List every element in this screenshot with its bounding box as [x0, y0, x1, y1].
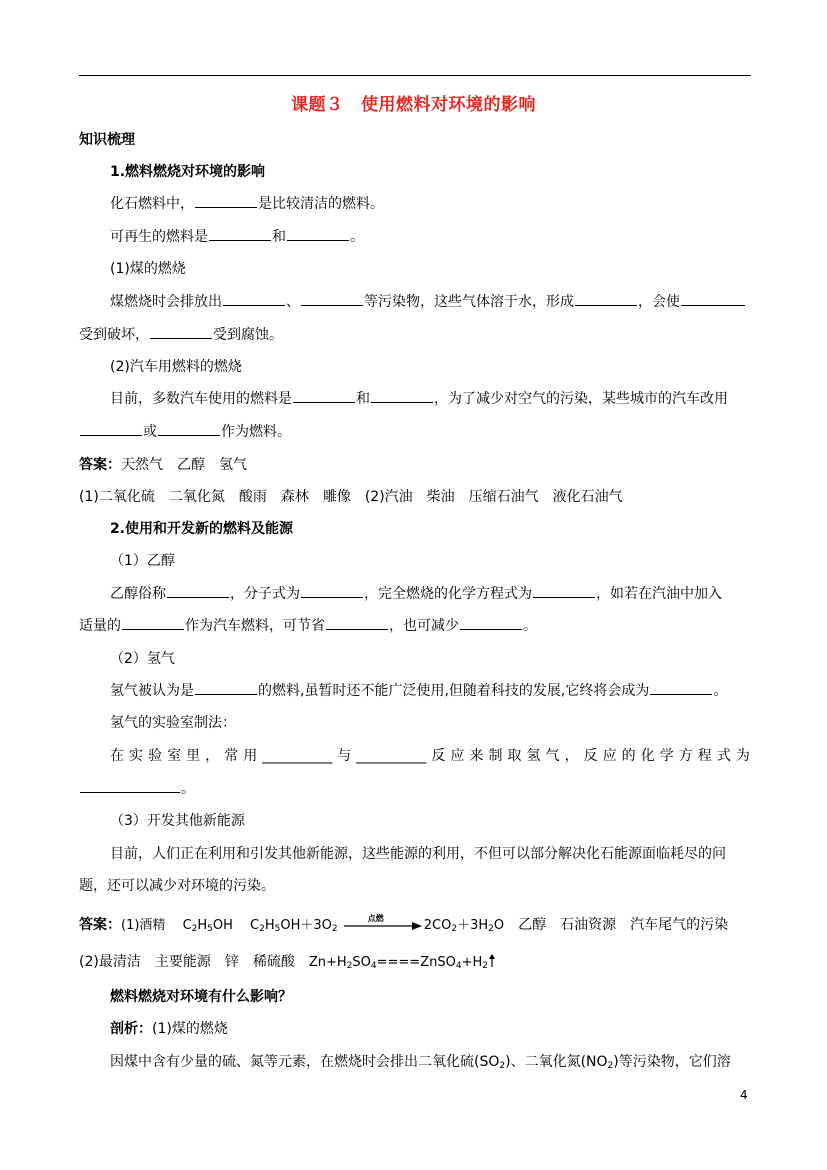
char: 应 — [602, 748, 617, 764]
text: 乙醇俗称 — [110, 586, 166, 602]
text: C — [182, 918, 192, 933]
blank — [80, 779, 180, 793]
analysis-question: 燃料燃烧对环境有什么影响？ — [110, 989, 292, 1005]
char: 室 — [167, 748, 182, 764]
text: H — [264, 918, 275, 933]
s2-sub3: （3）开发其他新能源 — [110, 813, 245, 829]
answer-label: 答案： — [79, 917, 121, 933]
text: 等污染物，这些气体溶于水，形成 — [364, 294, 574, 310]
char: 氢 — [526, 748, 541, 764]
subscript: 2 — [607, 1061, 614, 1071]
gas-up-arrow-icon — [488, 954, 496, 968]
header-rule — [79, 75, 751, 76]
blank — [167, 584, 229, 598]
s2-q8: 题，还可以减少对环境的污染。 — [79, 878, 275, 894]
text: 乙醇 石油资源 汽车尾气的污染 — [504, 917, 729, 933]
text: OH — [212, 918, 246, 933]
text: (1)煤的燃烧 — [152, 1021, 228, 1037]
analysis-text — [110, 1052, 731, 1072]
s2-q7: 目前，人们正在利用和引发其他新能源，这些能源的利用，不但可以部分解决化石能源面临耗尽的问 — [110, 846, 726, 862]
s2-sub2: （2）氢气 — [110, 651, 175, 667]
char: 学 — [659, 748, 674, 764]
char: 程 — [697, 748, 712, 764]
blank — [122, 616, 184, 630]
s1-sub1: (1)煤的燃烧 — [110, 261, 186, 277]
blank — [209, 227, 271, 241]
answer-text: 天然气 乙醇 氢气 — [121, 457, 247, 473]
text: OH＋3O — [280, 918, 332, 933]
text: 和 — [356, 391, 370, 407]
text: 化石燃料中， — [110, 196, 194, 212]
answer-label: 答案： — [79, 457, 121, 473]
text: 。 — [350, 229, 364, 245]
text: ＋3H — [457, 918, 489, 933]
char: 式 — [716, 748, 731, 764]
s1-q5 — [110, 389, 728, 409]
blank — [301, 292, 363, 306]
subscript: 5 — [207, 924, 213, 934]
text: 的燃料,虽暂时还不能广泛使用,但随着科技的发展,它终将会成为 — [258, 683, 650, 699]
text: 。 — [713, 683, 728, 699]
s2-heading: 2.使用和开发新的燃料及能源 — [110, 521, 294, 537]
char: 实 — [129, 748, 144, 764]
char: ， — [205, 748, 220, 764]
char: 在 — [110, 748, 124, 764]
text: 受到腐蚀。 — [213, 327, 283, 343]
text: ，完全燃烧的化学方程式为 — [364, 586, 532, 602]
s2-q3 — [110, 681, 727, 701]
char: 的 — [621, 748, 636, 764]
char: 气 — [545, 748, 560, 764]
text: ====ZnSO — [376, 955, 456, 970]
subscript: 2 — [451, 924, 458, 934]
formula — [183, 918, 246, 933]
s1-q1 — [110, 194, 384, 214]
text: 因煤中含有少量的硫、氮等元素，在燃烧时会排出二氧化硫(SO — [110, 1054, 500, 1070]
char: 常 — [224, 748, 239, 764]
text: 作为燃料。 — [221, 424, 291, 440]
text: )、二氧化氮(NO — [505, 1054, 608, 1070]
text: SO — [352, 955, 371, 970]
subscript: 2 — [346, 961, 353, 971]
subscript: 2 — [488, 924, 494, 934]
s2-q2 — [79, 616, 537, 636]
s2-q5 — [110, 746, 750, 766]
text: ，分子式为 — [230, 586, 300, 602]
text: (1)酒精 — [121, 918, 179, 933]
char: 应 — [450, 748, 465, 764]
subscript: 2 — [331, 924, 338, 934]
text: 。 — [523, 618, 537, 634]
blank — [158, 422, 220, 436]
subscript: 4 — [370, 961, 377, 971]
text: 可再生的燃料是 — [110, 229, 208, 245]
char: 与 — [337, 748, 352, 764]
page-number: 4 — [740, 1088, 748, 1102]
answer2-line2 — [79, 952, 496, 973]
blank — [301, 584, 363, 598]
text: Zn+H — [308, 955, 347, 970]
text: ，为了减少对空气的污染，某些城市的汽车改用 — [434, 391, 728, 407]
char: 验 — [148, 748, 163, 764]
s1-q3 — [110, 292, 746, 312]
blank — [681, 292, 745, 306]
text: ，会使 — [638, 294, 680, 310]
blank — [80, 422, 142, 436]
text: 或 — [143, 424, 157, 440]
s2-q1 — [110, 584, 722, 604]
s1-sub2: (2)汽车用燃料的燃烧 — [110, 359, 242, 375]
text: ，如若在汽油中加入 — [596, 586, 722, 602]
subscript: 2 — [259, 924, 265, 934]
blank — [326, 616, 388, 630]
blank — [460, 616, 522, 630]
s1-q6 — [79, 422, 291, 442]
char: 方 — [678, 748, 693, 764]
answer1-line1 — [79, 455, 247, 475]
analysis-label-line — [110, 1019, 228, 1039]
subscript: 2 — [482, 961, 488, 971]
answer1-line2: (1)二氧化硫 二氧化氮 酸雨 森林 雕像 (2)汽油 柴油 压缩石油气 液化石油气 — [79, 489, 623, 505]
subscript: 2 — [191, 924, 198, 934]
text: )等污染物，它们溶 — [613, 1054, 731, 1070]
char: 取 — [507, 748, 522, 764]
right-arrow-icon — [342, 919, 424, 933]
text: 2CO — [423, 918, 452, 933]
text: 氢气被认为是 — [110, 683, 194, 699]
answer2-line1 — [79, 915, 728, 936]
char: 反 — [431, 748, 446, 764]
analysis-label: 剖析： — [110, 1021, 152, 1037]
page-title: 课题３ 使用燃料对环境的影响 — [291, 95, 536, 115]
text: +H — [461, 955, 483, 970]
blank — [287, 227, 349, 241]
blank — [533, 584, 595, 598]
char: 制 — [488, 748, 503, 764]
char: ， — [564, 748, 579, 764]
blank — [195, 681, 257, 695]
reaction-arrow — [342, 913, 424, 933]
char: __________ — [356, 748, 427, 764]
blank — [293, 389, 355, 403]
char: 里 — [186, 748, 201, 764]
text: 煤燃烧时会排放出 — [110, 294, 222, 310]
subscript: 2 — [499, 1061, 506, 1071]
char: __________ — [262, 748, 333, 764]
text: 适量的 — [79, 618, 121, 634]
text: 受到破坏， — [79, 327, 149, 343]
subscript: 5 — [274, 924, 281, 934]
char: 反 — [583, 748, 598, 764]
text: 。 — [181, 781, 195, 797]
s1-q4 — [79, 325, 283, 345]
section-heading: 知识梳理 — [79, 132, 135, 148]
char: 为 — [735, 748, 750, 764]
blank — [223, 292, 285, 306]
text: O — [493, 918, 505, 933]
blank — [150, 325, 212, 339]
char: 用 — [243, 748, 258, 764]
blank — [575, 292, 637, 306]
text: 目前，多数汽车使用的燃料是 — [110, 391, 292, 407]
s1-heading: 1.燃料燃烧对环境的影响 — [110, 164, 266, 180]
blank — [371, 389, 433, 403]
text: 和 — [272, 229, 286, 245]
char: 来 — [469, 748, 484, 764]
text: H — [197, 918, 208, 933]
text: (2)最清洁 主要能源 锌 稀硫酸 — [79, 954, 309, 970]
text: ，也可减少 — [389, 618, 459, 634]
s2-q4: 氢气的实验室制法： — [110, 715, 236, 731]
text: 、 — [286, 294, 300, 310]
blank — [650, 681, 712, 695]
text: 是比较清洁的燃料。 — [258, 196, 384, 212]
text: C — [250, 918, 260, 933]
s2-q6 — [79, 779, 195, 799]
equation — [250, 913, 505, 934]
s1-q2 — [110, 227, 364, 247]
char: 化 — [640, 748, 655, 764]
s2-sub1: （1）乙醇 — [110, 553, 175, 569]
text: 作为汽车燃料，可节省 — [185, 618, 325, 634]
arrow-condition-label: 点燃 — [367, 913, 384, 923]
blank — [195, 194, 257, 208]
subscript: 4 — [455, 961, 462, 971]
